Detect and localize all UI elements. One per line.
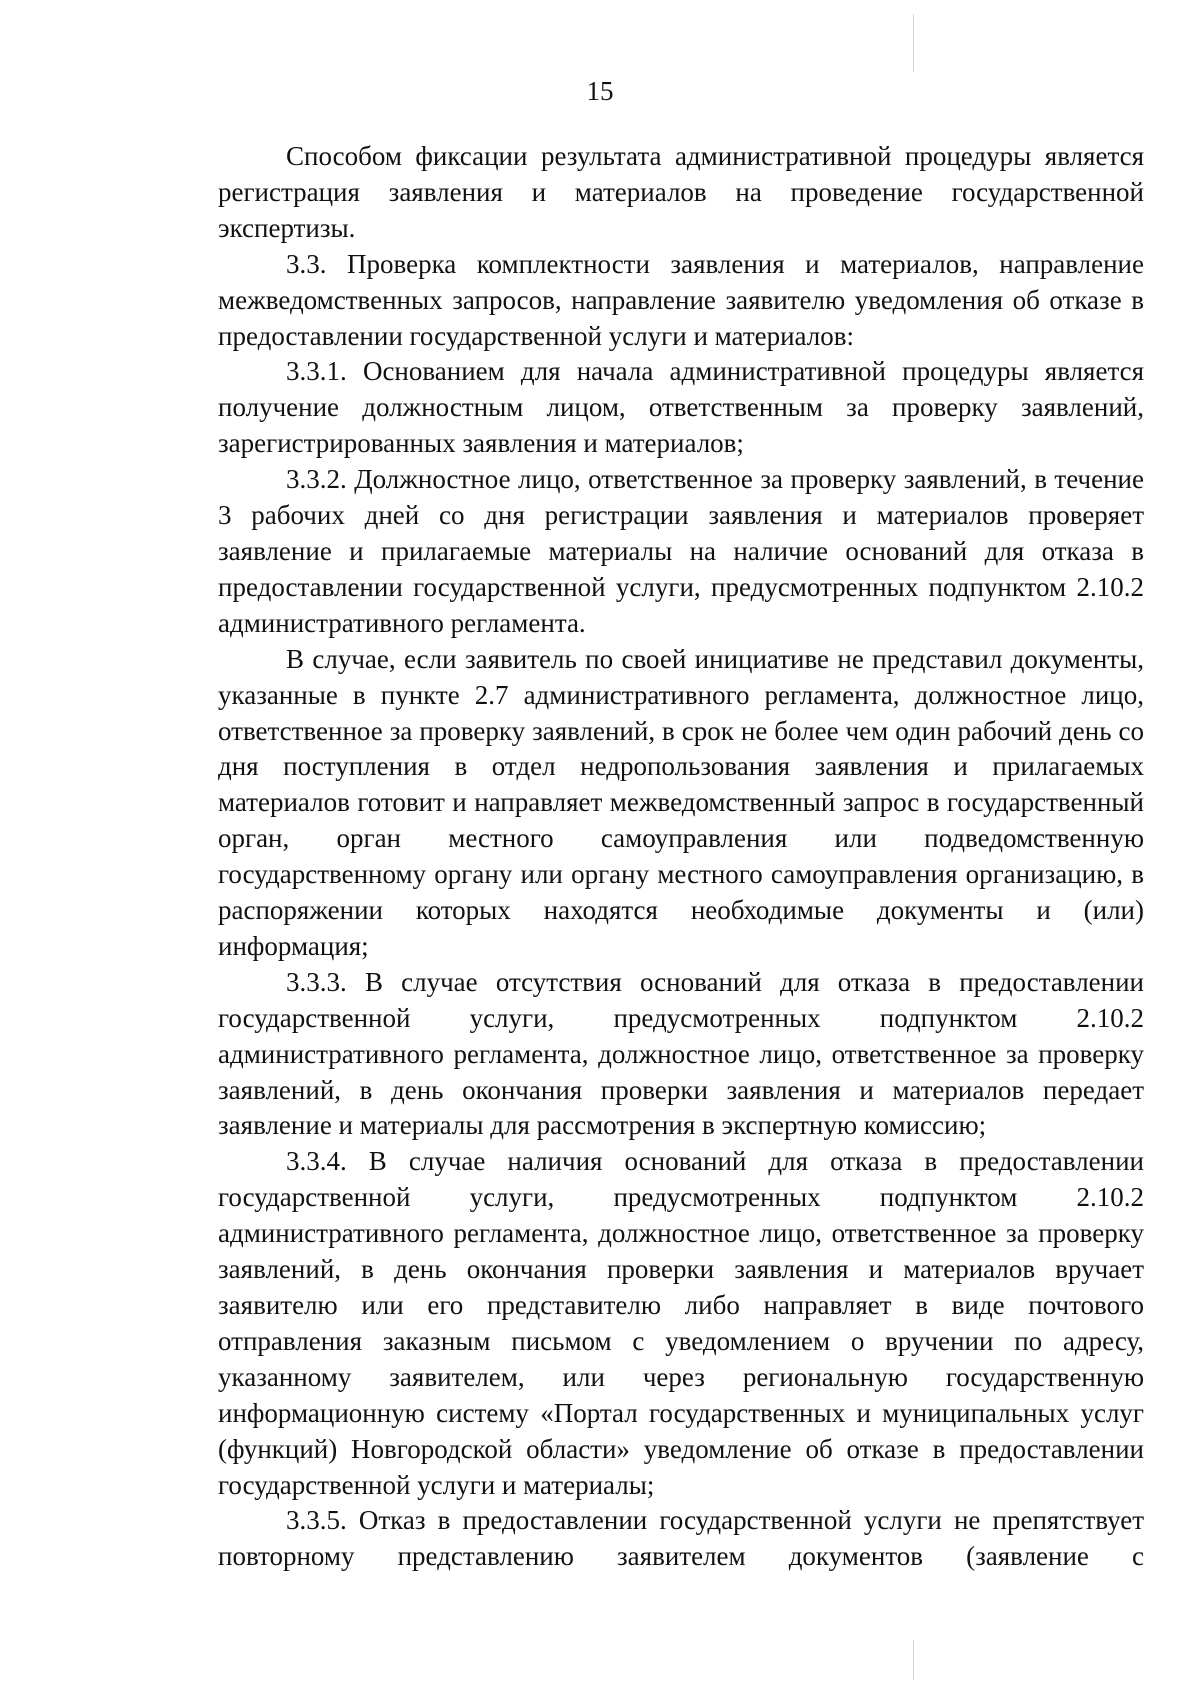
paragraph-interagency-request: В случае, если заявитель по своей инициативе не представил документы, указанные в пункте 2.7 административного регламента, должностное лицо, ответственное за проверку заявлений, в срок не более чем один рабочий день со дня поступления в отдел недропользования заявления и прилагаемых материалов готовит и направляет межведомственный запрос в государственный орган, орган местного самоуправления или подведомственную государственному органу или органу местного самоуправления организацию, в распоряжении которых находятся необходимые документы и (или) информация; <box>218 643 1144 961</box>
paragraph-3-3: 3.3. Проверка комплектности заявления и материалов, направление межведомственных запросов, направление заявителю уведомления об отказе в предоставлении государственной услуги и материалов: <box>218 248 1144 351</box>
paragraph-fixation-method: Способом фиксации результата административной процедуры является регистрация заявления и материалов на проведение государственной экспертизы. <box>218 141 1144 243</box>
scan-artifact-top <box>913 14 914 72</box>
document-body <box>218 139 1144 1575</box>
paragraph-3-3-3: 3.3.3. В случае отсутствия оснований для отказа в предоставлении государственной услуги, предусмотренных подпунктом 2.10.2 административного регламента, должностное лицо, ответственное за проверку заявлений, в день окончания проверки заявления и материалов передает заявление и материалы для рассмотрения в экспертную комиссию; <box>218 966 1144 1141</box>
paragraph-3-3-1: 3.3.1. Основанием для начала административной процедуры является получение должностным лицом, ответственным за проверку заявлений, зарегистрированных заявления и материалов; <box>218 356 1144 459</box>
paragraph-3-3-5: 3.3.5. Отказ в предоставлении государственной услуги не препятствует повторному представлению заявителем документов (заявление с <box>218 1505 1144 1572</box>
paragraph-3-3-4: 3.3.4. В случае наличия оснований для отказа в предоставлении государственной услуги, предусмотренных подпунктом 2.10.2 административного регламента, должностное лицо, ответственное за проверку заявлений, в день окончания проверки заявления и материалов вручает заявителю или его представителю либо направляет в виде почтового отправления заказным письмом с уведомлением о вручении по адресу, указанному заявителем, или через региональную государственную информационную систему «Портал государственных и муниципальных услуг (функций) Новгородской области» уведомление об отказе в предоставлении государственной услуги и материалы; <box>218 1146 1144 1500</box>
scan-artifact-bottom <box>913 1640 914 1680</box>
paragraph-3-3-2: 3.3.2. Должностное лицо, ответственное за проверку заявлений, в течение 3 рабочих дней со дня регистрации заявления и материалов проверяет заявление и прилагаемые материалы на наличие оснований для отказа в предоставлении государственной услуги, предусмотренных подпунктом 2.10.2 административного регламента. <box>218 464 1144 638</box>
page-number: 15 <box>586 76 614 106</box>
